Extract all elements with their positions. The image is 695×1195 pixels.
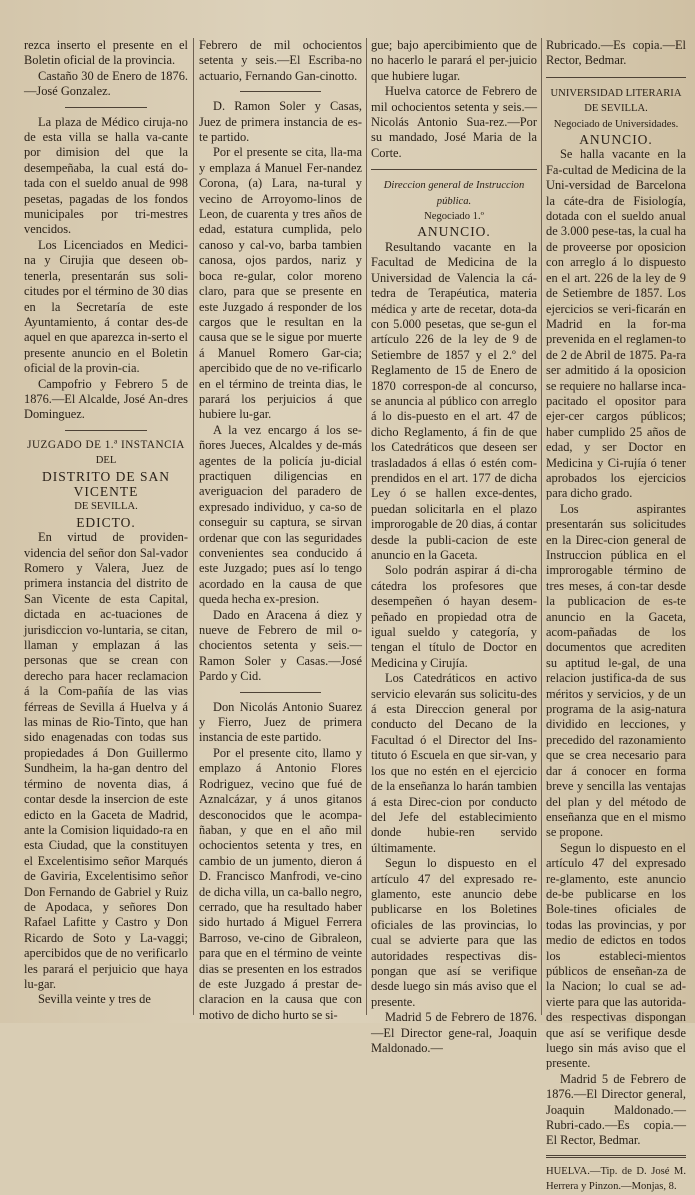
signature-line: Rubricado.—Es copia.—El Rector, Bedmar. [546,38,686,68]
paragraph: Sevilla veinte y tres de [38,992,151,1007]
paragraph: Segun lo dispuesto en el artículo 47 del expresado re-glamento, este anuncio de-be publicarse en los Bole-tines oficiales de todas las provincias, y por medio de edictos en todos los estableci-mientos públicos de enseñan-za de la Nacion; lo cual se ad-vierte para que las autorida-des respectivas dispongan que así se verifique desde luego sin más aviso que el presente. [546,840,686,1071]
document-title: ANUNCIO. [579,132,653,148]
printer-imprint: HUELVA.—Tip. de D. José M. Herrera y Pinzon.—Monjas, 8. [546,1165,686,1193]
document-title: EDICTO. [76,514,136,530]
section-heading: Direccion general de Instruccion pública. [383,180,525,207]
section-heading: DEL [95,455,117,467]
paragraph: Solo podrán aspirar á di-cha cátedra los profesores que desempeñen ó hayan desem-peñado en propiedad otra de igual sueldo y categoría, y tengan el título de Doctor en Medicina y Cirujía. [371,563,537,670]
document-title: ANUNCIO. [417,224,491,240]
paragraph: En virtud de providen-videncia del señor don Sal-vador Romero y Valera, Juez de primera instancia del distrito de San Vicente de esta Capital, dictada en ac-tuaciones de jurisdiccion vo-luntaria, se citan, llaman y emplazan á las personas que se crean con derecho para hacer reclamacion á la Com-pañía de las vias férreas de Sevilla á Huelva y á las minas de Rio-Tinto, que han sido enagenadas con todas sus propiedades á Don Guillermo Sundheim, la ha-gan dentro del término de noventa dias, á contar desde la insercion de este edicto en la Gaceta de Madrid, ante la Comision liquidado-ra en esta Ciudad, que la constituyen el Excelentisimo señor Marqués de Gaviria, Excelentisimo señor Don Fernando de Gabriel y Ruiz de Apodaca, y señores Don Rafael Lafitte y Castro y Don Ricardo de Soto y La-vaggi; apercibidos que de no verificarlo les parará el perjuicio que haya lu-gar. [24,530,188,991]
column-4 [546,38,686,1193]
paragraph: Los Licenciados en Medici-na y Cirujia que deseen ob-tenerla, presentarán sus soli-citudes por el término de 30 dias en la Secretaría de este Ayuntamiento, á contar des-de aquel en que aparezca in-serto el presente anuncio en el Boletin oficial de la provin-cia. [24,237,188,376]
section-heading: JUZGADO DE 1.ª INSTANCIA [27,438,185,451]
divider [240,692,322,693]
divider [546,77,686,78]
section-heading: DE SEVILLA. [74,501,138,513]
divider [65,107,147,108]
paragraph: gue; bajo apercibimiento que de no hacerlo le parará el per-juicio que hubiere lugar. [371,38,537,83]
divider [546,1155,686,1158]
signature-line: Castaño 30 de Enero de 1876.—José Gonzalez. [24,68,188,99]
section-heading: UNIVERSIDAD LITERARIA DE SEVILLA. [550,87,682,115]
paragraph: Por el presente cito, llamo y emplazo á Antonio Flores Rodriguez, vecino que fué de Aznalcázar, y á unos gitanos desconocidos que le acompa-ñaban, y que en el año mil ochocientos setenta y tres, en cambio de un jumento, dieron á D. Francisco Manfrodi, ve-cino de dicha villa, un ca-ballo negro, cerrado, que ha resultado haber sido hurtado á Miguel Ferrera Barroso, ve-cino de Gibraleon, para que en el término de veinte dias se presenten en los estrados de este Juzgado á prestar de-claracion en la causa que con motivo de dicho hurto se si- [199,745,362,1022]
signature-line: Madrid 5 de Febrero de 1876.—El Director gene-ral, Joaquin Maldonado.— [371,1010,537,1055]
column-2 [199,38,362,1022]
column-divider [366,38,367,1015]
column-3 [371,38,537,1055]
paragraph: Por el presente se cita, lla-ma y emplaza á Manuel Fer-nandez Corona, (a) Lara, na-tural y vecino de Arroyomo-linos de Leon, de cuarenta y tres años de edad, estatura cumplida, pelo canoso y cal-vo, barba tambien canosa, ojos pardos, nariz y boca re-gular, color moreno claro, para que se presente en este Juzgado á responder de los cargos que le resultan en la causa que se le sigue por muerte á Manuel Romero Gar-cia; apercibido que de no ve-rificarlo en el término de treinta dias, le parará los perjuicios á que hubiere lu-gar. [199,145,362,422]
signature-line: Madrid 5 de Febrero de 1876.—El Director general, Joaquin Maldonado.—Rubri-cado.—Es copia.—El Rector, Bedmar. [546,1071,686,1148]
divider [371,169,537,170]
paragraph: Febrero de mil ochocientos setenta y seis.—El Escriba-no actuario, Fernando Gan-cinotto. [199,38,362,83]
paragraph: Se halla vacante en la Fa-cultad de Medicina de la Uni-versidad de Barcelona la cáte-dra de Fisiología, dotada con el sueldo anual de 3.000 pese-tas, la cual ha de proveerse por oposicion con arreglo á lo dispuesto en el art. 226 de la ley de 9 de Setiembre de 1857. Los ejercicios se veri-ficarán en Madrid en la for-ma prevenida en el reglamen-to de 2 de Abril de 1875. Pa-ra ser admitido á la oposicion se requiere no hallarse inca-pacitado el opositor para ejer-cer cargos públicos; haber cumplido 25 años de edad, y ser Doctor en Medicina y Ci-rujía ó tener aprobados los ejercicios para dicho grado. [546,147,686,501]
section-heading: DISTRITO DE SAN VICENTE [41,468,170,499]
signature-line: Campofrio y Febrero 5 de 1876.—El Alcalde, José An-dres Dominguez. [24,376,188,422]
paragraph: D. Ramon Soler y Casas, Juez de primera instancia de es-te partido. [199,99,362,145]
paragraph: Don Nicolás Antonio Suarez y Fierro, Juez de primera instancia de este partido. [199,699,362,745]
paragraph: Los aspirantes presentarán sus solicitudes en la Direc-cion general de Instruccion pública en el improrogable término de tres meses, á con-tar desde la publicacion de es-te anuncio en la Gaceta, acom-pañadas de los documentos que acrediten su aptitud le-gal, de una relacion justifica-da de sus méritos y servicios, y de un programa de la asig-natura dividido en lecciones, y precedido del razonamiento que se crea necesario para dar á conocer en forma breve y sencilla las ventajas del plan y del método de enseñanza que en el mismo se propone. [546,501,686,840]
section-heading: Negociado de Universidades. [553,118,679,130]
signature-line: Dado en Aracena á diez y nueve de Febrero de mil o-chocientos setenta y seis.—Ramon Soler y Casas.—José Pardo y Cid. [199,607,362,684]
paragraph: Segun lo dispuesto en el artículo 47 del expresado re-glamento, este anuncio debe publicarse en los Boletines oficiales de las provincias, lo cual se advierte para que las autoridades respectivas dis-pongan que así se verifique desde luego sin más aviso que el presente. [371,856,537,1009]
column-divider [541,38,542,1015]
divider [240,91,322,92]
section-heading: Negociado 1.º [424,211,484,223]
paragraph: La plaza de Médico ciruja-no de esta villa se halla va-cante por dimision del que la desempeñaba, la cual está do-tada con el sueldo anual de 998 pesetas, pagadas de los fondos municipales por tri-mestres vencidos. [24,114,188,237]
paragraph: Los Catedráticos en activo servicio elevarán sus solicitu-des á esta Direccion general por conducto del Decano de la Facultad ó el Director del Ins-tituto ó Escuela en que sir-van, y los que no estén en el ejercicio de la enseñanza lo harán tambien á esta Direc-cion por conducto del Jefe del establecimiento donde hubie-ren servido últimamente. [371,671,537,855]
column-divider [193,38,194,1015]
divider [65,430,147,431]
signature-line: Huelva catorce de Febrero de mil ochocientos setenta y seis.—Nicolás Antonio Sua-rez.—Por su mandado, José Maria de la Corte. [371,84,537,160]
paragraph: rezca inserto el presente en el Boletin oficial de la provincia. [24,38,188,68]
column-1 [24,38,188,1015]
paragraph: Resultando vacante en la Facultad de Medicina de la Universidad de Valencia la cá-tedra de Terapéutica, materia médica y arte de recetar, dota-da con 5.000 pesetas, que se-gun el artículo 226 de la ley de 9 de Setiembre de 1857 y el 2.º del Reglamento de 15 de Enero de 1870 correspon-de al concurso, se anuncia al público con arreglo á lo dis-puesto en el art. 47 de dicho Reglamento, á fin de que los Catedráticos que deseen ser trasladados á ellas ó estén com-prendidos en el art. 177 de dicha Ley ó se hallen exce-dentes, puedan solicitarla en el plazo improrogable de 20 dias, á contar desde la publi-cacion de este anuncio en la Gaceta. [371,239,537,562]
paragraph: A la vez encargo á los se-ñores Jueces, Alcaldes y de-más agentes de la policía ju-dicial practiquen diligencias en averiguacion del paradero de expresado individuo, y ca-so de conseguir su captura, se sirvan ordenar que con las seguridades convenientes sea conducido á este Juzgado; pues así lo tengo acordado en la causa de que queda hecha ex-presion. [199,422,362,607]
